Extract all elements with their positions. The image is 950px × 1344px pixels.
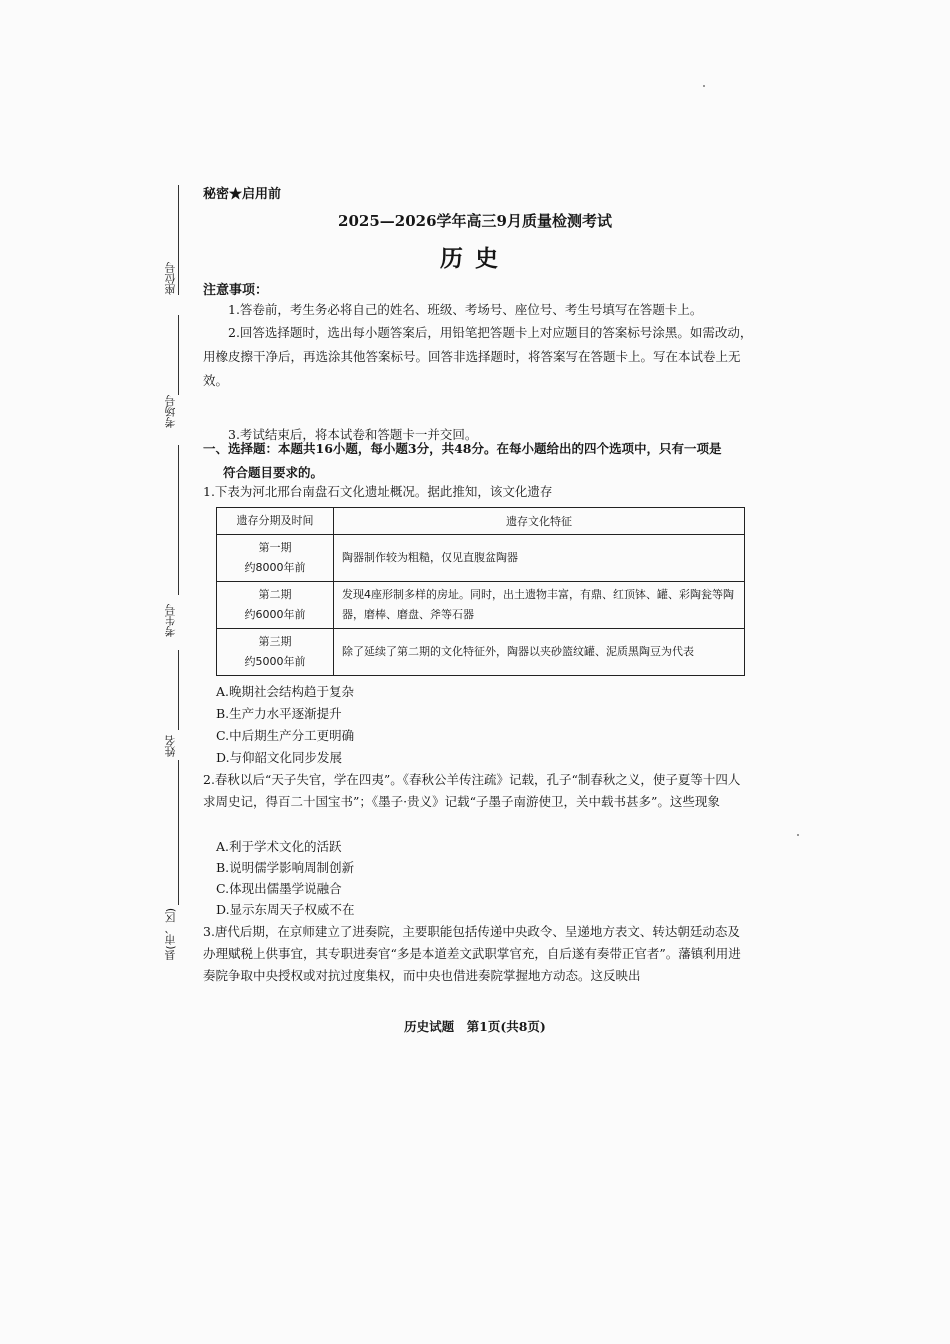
- period-time: 约8000年前: [244, 561, 306, 574]
- option-b: B.说明儒学影响周制创新: [216, 860, 355, 875]
- period-name: 第三期: [258, 635, 292, 648]
- notice-item: 3.考试结束后，将本试卷和答题卡一并交回。: [228, 427, 478, 442]
- name-label: 姓名: [164, 735, 177, 757]
- exam-room-label: 考场号: [164, 395, 177, 428]
- table-header: 遗存文化特征: [334, 508, 745, 535]
- option-c: C.体现出儒墨学说融合: [216, 881, 342, 896]
- seat-number-label: 座位号: [164, 262, 177, 295]
- feature-cell: 发现4座形制多样的房址。同时，出土遗物丰富，有鼎、红顶钵、罐、彩陶瓮等陶器，磨棒、磨盘、斧等石器: [334, 582, 745, 629]
- secret-mark: 秘密★启用前: [203, 187, 282, 202]
- period-name: 第一期: [258, 541, 292, 554]
- period-cell: [217, 629, 334, 676]
- period-name: 第二期: [258, 588, 292, 601]
- option-b: B.生产力水平逐渐提升: [216, 706, 342, 721]
- student-number-label: 考生号: [164, 604, 177, 637]
- option-d: D.显示东周天子权威不在: [216, 902, 355, 917]
- table-header: 遗存分期及时间: [217, 508, 334, 535]
- question-2-stem: 2.春秋以后“天子失官，学在四夷”。《春秋公羊传注疏》记载，孔子“制春秋之义，使子夏等十四人求周史记，得百二十国宝书”；《墨子·贵义》记载“子墨子南游使卫，关中载书甚多”。这些现象: [203, 772, 741, 809]
- section-heading-line: 一、选择题：本题共16小题，每小题3分，共48分。在每小题给出的四个选项中，只有一项是: [203, 441, 722, 456]
- page-footer: 历史试题 第1页(共8页): [404, 1019, 546, 1034]
- option-a: A.晚期社会结构趋于复杂: [216, 684, 355, 699]
- table-row: [217, 582, 745, 629]
- feature-cell: 除了延续了第二期的文化特征外，陶器以夹砂篮纹罐、泥质黑陶豆为代表: [334, 629, 745, 676]
- period-time: 约6000年前: [244, 608, 306, 621]
- table-row: [217, 535, 745, 582]
- binding-line: [178, 760, 179, 905]
- period-cell: [217, 582, 334, 629]
- question-3-stem: 3.唐代后期，在京师建立了进奏院，主要职能包括传递中央政令、呈递地方表文、转达朝廷动态及办理赋税上供事宜，其专职进奏官“多是本道差文武职掌官充，自后遂有奏带正官者”。藩镇利用进奏院争取中央授权或对抗过度集权，而中央也借进奏院掌握地方动态。这反映出: [203, 924, 741, 983]
- feature-cell: 陶器制作较为粗糙，仅见直腹盆陶器: [334, 535, 745, 582]
- subject-title: 历史: [440, 245, 510, 272]
- scan-speck: [703, 85, 705, 87]
- period-cell: [217, 535, 334, 582]
- option-c: C.中后期生产分工更明确: [216, 728, 355, 743]
- table-row: [217, 629, 745, 676]
- notice-item: 2.回答选择题时，选出每小题答案后，用铅笔把答题卡上对应题目的答案标号涂黑。如需改动，用橡皮擦干净后，再选涂其他答案标号。回答非选择题时，将答案写在答题卡上。写在本试卷上无效。: [203, 325, 753, 388]
- question-1-stem: 1.下表为河北邢台南盘石文化遗址概况。据此推知，该文化遗存: [203, 484, 553, 499]
- table-header-row: [217, 508, 745, 535]
- option-d: D.与仰韶文化同步发展: [216, 750, 343, 765]
- section-heading: [203, 437, 753, 485]
- relics-table: [216, 507, 745, 676]
- binding-line: [178, 650, 179, 730]
- exam-title: 2025—2026学年高三9月质量检测考试: [338, 212, 612, 230]
- county-label: 县(市、区): [164, 908, 177, 961]
- notice-item: 1.答卷前，考生务必将自己的姓名、班级、考场号、座位号、考生号填写在答题卡上。: [228, 302, 703, 317]
- binding-line: [178, 315, 179, 395]
- option-a: A.利于学术文化的活跃: [216, 839, 342, 854]
- period-time: 约5000年前: [244, 655, 306, 668]
- binding-line: [178, 445, 179, 595]
- notice-heading: 注意事项：: [203, 283, 269, 298]
- section-heading-line: 符合题目要求的。: [223, 465, 324, 480]
- scan-speck: [797, 834, 799, 836]
